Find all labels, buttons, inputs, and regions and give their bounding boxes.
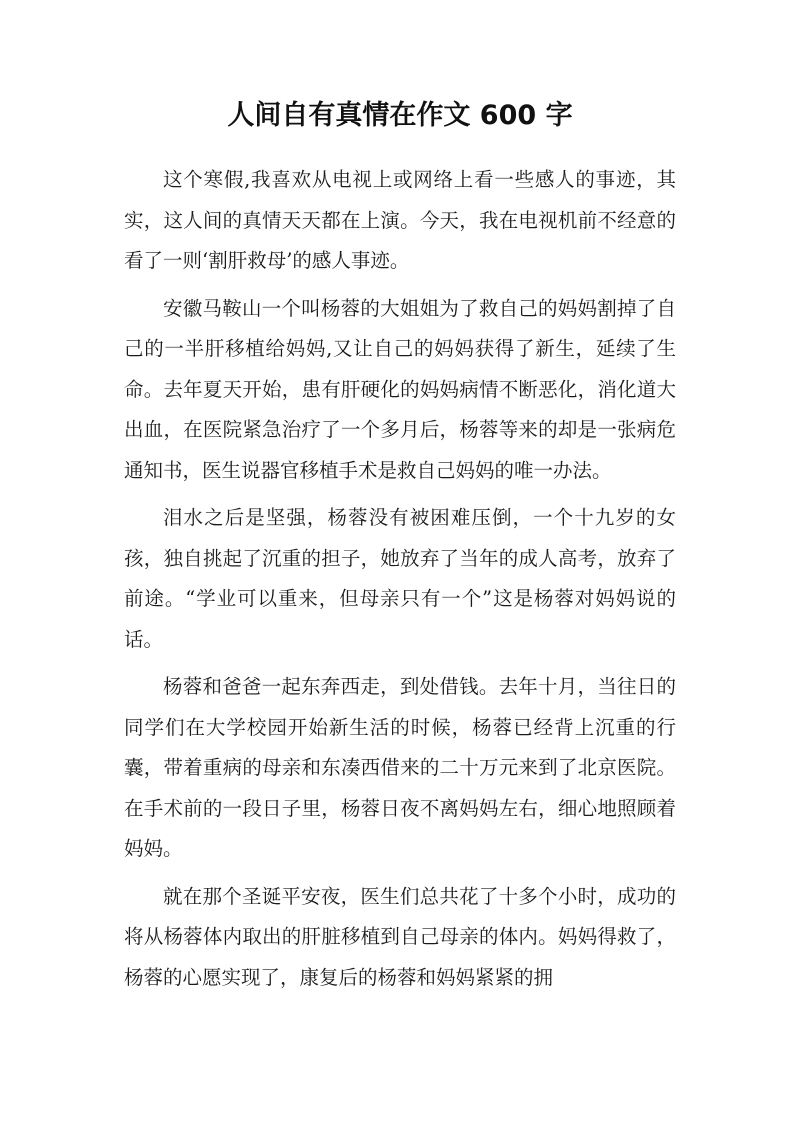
- paragraph-4: 杨蓉和爸爸一起东奔西走，到处借钱。去年十月，当往日的同学们在大学校园开始新生活的时候，杨蓉已经背上沉重的行囊，带着重病的母亲和东凑西借来的二十万元来到了北京医院。在手术前的一段日子里，杨蓉日夜不离妈妈左右，细心地照顾着妈妈。: [124, 675, 676, 860]
- paragraph-2: 安徽马鞍山一个叫杨蓉的大姐姐为了救自己的妈妈割掉了自己的一半肝移植给妈妈,又让自己的妈妈获得了新生，延续了生命。去年夏天开始，患有肝硬化的妈妈病情不断恶化，消化道大出血，在医院紧急治疗了一个多月后，杨蓉等来的却是一张病危通知书，医生说器官移植手术是救自己妈妈的唯一办法。: [124, 296, 676, 482]
- paragraph-5: 就在那个圣诞平安夜，医生们总共花了十多个小时，成功的将从杨蓉体内取出的肝脏移植到自己母亲的体内。妈妈得救了，杨蓉的心愿实现了，康复后的杨蓉和妈妈紧紧的拥: [124, 884, 676, 989]
- paragraph-3: 泪水之后是坚强，杨蓉没有被困难压倒，一个十九岁的女孩，独自挑起了沉重的担子，她放弃了当年的成人高考，放弃了前途。“学业可以重来，但母亲只有一个”这是杨蓉对妈妈说的话。: [124, 506, 676, 651]
- paragraph-1: 这个寒假,我喜欢从电视上或网络上看一些感人的事迹，其实，这人间的真情天天都在上演。今天，我在电视机前不经意的看了一则‘割肝救母’的感人事迹。: [124, 168, 676, 272]
- document-title: 人间自有真情在作文 600 字: [227, 100, 573, 131]
- document-body: [124, 160, 676, 998]
